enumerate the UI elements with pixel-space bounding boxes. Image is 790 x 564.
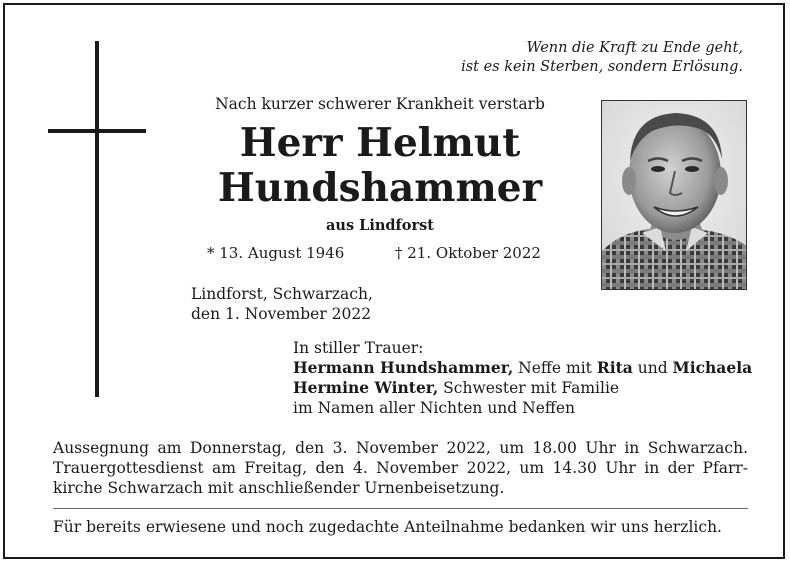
mourner-relation: und [632, 359, 673, 377]
motto-line-1: Wenn die Kraft zu Ende geht, [526, 40, 743, 56]
mourner-row-1 [293, 358, 752, 378]
motto-line-2: ist es kein Sterben, sondern Erlösung. [461, 59, 743, 75]
cross-horizontal-bar [48, 129, 146, 133]
divider [53, 508, 748, 509]
notice-line-1: Aussegnung am Donnerstag, den 3. November 2022, um 18.00 Uhr in Schwarzach. [53, 439, 748, 457]
deceased-origin: aus Lindforst [326, 217, 434, 234]
death-date: † 21. Oktober 2022 [395, 244, 541, 262]
motto [461, 39, 743, 77]
mourner-name: Rita [596, 358, 633, 377]
notice-line-2: Trauergottesdienst am Freitag, den 4. November 2022, um 14.30 Uhr in der Pfarr- [53, 459, 748, 477]
portrait-photo [601, 100, 747, 290]
deceased-name-line-2: Hundshammer [217, 165, 543, 211]
deceased-name [185, 121, 575, 211]
intro-text: Nach kurzer schwerer Krankheit verstarb [215, 95, 545, 113]
date-line: den 1. November 2022 [191, 305, 372, 323]
place-and-date [191, 284, 373, 324]
mourner-name: Hermine Winter, [293, 378, 439, 397]
birth-date: * 13. August 1946 [207, 244, 345, 262]
obituary-card [3, 3, 785, 559]
place-line: Lindforst, Schwarzach, [191, 285, 373, 303]
mourners-block [293, 338, 752, 418]
thanks-text: Für bereits erwiesene und noch zugedachte Anteilnahme bedanken wir uns herzlich. [53, 518, 722, 536]
mourners-heading: In stiller Trauer: [293, 339, 424, 357]
mourner-name: Hermann Hundshammer, [293, 358, 514, 377]
mourner-relation: Neffe mit [513, 359, 597, 377]
cross-vertical-bar [95, 41, 99, 397]
notice-line-3: kirche Schwarzach mit anschließender Urnenbeisetzung. [53, 479, 505, 497]
mourner-name: Michaela [672, 358, 753, 377]
mourner-row-3: im Namen aller Nichten und Neffen [293, 399, 576, 417]
deceased-name-line-1: Herr Helmut [239, 120, 521, 166]
funeral-notice [53, 438, 748, 498]
portrait-photo-image [602, 101, 747, 290]
mourner-relation: Schwester mit Familie [438, 379, 620, 397]
mourner-row-2 [293, 378, 752, 398]
